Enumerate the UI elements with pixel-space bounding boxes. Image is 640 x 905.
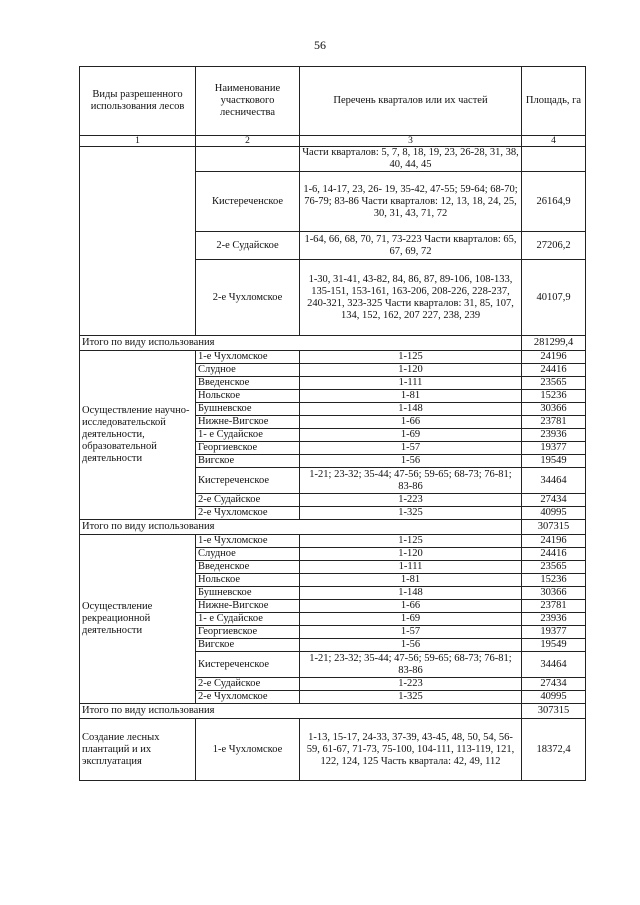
forestry-name-cell: 2-е Судайское xyxy=(196,678,300,691)
forestry-name-cell: 2-е Чухломское xyxy=(196,507,300,520)
header-use-type: Виды разрешенного использования лесов xyxy=(80,67,196,136)
column-number: 1 xyxy=(80,136,196,147)
area-cell: 15236 xyxy=(522,574,586,587)
column-number: 4 xyxy=(522,136,586,147)
total-label: Итого по виду использования xyxy=(80,520,522,535)
quarters-cell: 1-148 xyxy=(300,587,522,600)
forestry-name-cell: Бушневское xyxy=(196,403,300,416)
forestry-name-cell: 2-е Чухломское xyxy=(196,260,300,336)
quarters-cell: 1-66 xyxy=(300,416,522,429)
total-value: 281299,4 xyxy=(522,336,586,351)
quarters-cell: 1-13, 15-17, 24-33, 37-39, 43-45, 48, 50, 54, 56-59, 61-67, 71-73, 75-100, 104-111, 113-119, 121, 122, 124, 125 Часть квартала: 42, 49, 112 xyxy=(300,719,522,781)
total-row xyxy=(80,336,586,351)
area-cell xyxy=(522,147,586,172)
forestry-name-cell: 1- е Судайское xyxy=(196,429,300,442)
area-cell: 19377 xyxy=(522,626,586,639)
quarters-cell: 1-325 xyxy=(300,691,522,704)
quarters-cell: 1-120 xyxy=(300,548,522,561)
area-cell: 27434 xyxy=(522,678,586,691)
table-row xyxy=(80,351,586,364)
total-row xyxy=(80,520,586,535)
forestry-name-cell: 1- е Судайское xyxy=(196,613,300,626)
area-cell: 23781 xyxy=(522,416,586,429)
area-cell: 34464 xyxy=(522,468,586,494)
area-cell: 27206,2 xyxy=(522,232,586,260)
quarters-cell: 1-64, 66, 68, 70, 71, 73-223 Части кварталов: 65, 67, 69, 72 xyxy=(300,232,522,260)
column-number: 3 xyxy=(300,136,522,147)
forestry-name-cell: Вигское xyxy=(196,455,300,468)
forestry-name-cell: Георгиевское xyxy=(196,442,300,455)
area-cell: 19377 xyxy=(522,442,586,455)
forestry-name-cell: 2-е Судайское xyxy=(196,232,300,260)
area-cell: 34464 xyxy=(522,652,586,678)
page-number: 56 xyxy=(314,38,326,52)
quarters-cell: 1-21; 23-32; 35-44; 47-56; 59-65; 68-73; 76-81; 83-86 xyxy=(300,652,522,678)
total-label: Итого по виду использования xyxy=(80,704,522,719)
area-cell: 40995 xyxy=(522,691,586,704)
forestry-name-cell: Нольское xyxy=(196,574,300,587)
area-cell: 23565 xyxy=(522,377,586,390)
area-cell: 40995 xyxy=(522,507,586,520)
quarters-cell: 1-21; 23-32; 35-44; 47-56; 59-65; 68-73; 76-81; 83-86 xyxy=(300,468,522,494)
area-cell: 26164,9 xyxy=(522,172,586,232)
forestry-name-cell: Георгиевское xyxy=(196,626,300,639)
area-cell: 24416 xyxy=(522,548,586,561)
quarters-cell: 1-148 xyxy=(300,403,522,416)
quarters-cell: 1-56 xyxy=(300,455,522,468)
forestry-name-cell: Слудное xyxy=(196,548,300,561)
quarters-cell: 1-81 xyxy=(300,390,522,403)
forestry-name-cell: Нольское xyxy=(196,390,300,403)
area-cell: 24416 xyxy=(522,364,586,377)
quarters-cell: 1-81 xyxy=(300,574,522,587)
category-cell: Создание лесных плантаций и их эксплуатация xyxy=(80,719,196,781)
forestry-name-cell: 2-е Чухломское xyxy=(196,691,300,704)
area-cell: 18372,4 xyxy=(522,719,586,781)
area-cell: 40107,9 xyxy=(522,260,586,336)
area-cell: 23781 xyxy=(522,600,586,613)
forestry-name-cell: Введенское xyxy=(196,377,300,390)
forestry-name-cell: Кистереченское xyxy=(196,652,300,678)
quarters-cell: 1-111 xyxy=(300,561,522,574)
header-row xyxy=(80,67,586,136)
quarters-cell: 1-57 xyxy=(300,626,522,639)
quarters-cell: 1-30, 31-41, 43-82, 84, 86, 87, 89-106, 108-133, 135-151, 153-161, 163-206, 208-226, 228-237, 240-321, 323-325 Части кварталов: 31, 85, 107, 134, 152, 162, 207 227, 238, 239 xyxy=(300,260,522,336)
quarters-cell: 1-6, 14-17, 23, 26- 19, 35-42, 47-55; 59-64; 68-70; 76-79; 83-86 Части кварталов: 12, 13, 18, 24, 25, 30, 31, 43, 71, 72 xyxy=(300,172,522,232)
area-cell: 24196 xyxy=(522,351,586,364)
area-cell: 30366 xyxy=(522,587,586,600)
forestry-name-cell: 1-е Чухломское xyxy=(196,351,300,364)
area-cell: 23936 xyxy=(522,613,586,626)
table-row xyxy=(80,535,586,548)
forestry-name-cell: 1-е Чухломское xyxy=(196,719,300,781)
forestry-name-cell: Кистереченское xyxy=(196,172,300,232)
forestry-name-cell: 1-е Чухломское xyxy=(196,535,300,548)
area-cell: 23936 xyxy=(522,429,586,442)
column-number: 2 xyxy=(196,136,300,147)
category-cell: Осуществление научно-исследовательской деятельности, образовательной деятельности xyxy=(80,351,196,520)
area-cell: 15236 xyxy=(522,390,586,403)
quarters-cell: 1-125 xyxy=(300,351,522,364)
quarters-cell: 1-120 xyxy=(300,364,522,377)
forestry-name-cell xyxy=(196,147,300,172)
total-label: Итого по виду использования xyxy=(80,336,522,351)
table-row xyxy=(80,147,586,172)
header-forestry-name: Наименование участкового лесничества xyxy=(196,67,300,136)
area-cell: 30366 xyxy=(522,403,586,416)
category-cell-empty xyxy=(80,147,196,336)
quarters-cell: 1-56 xyxy=(300,639,522,652)
forestry-name-cell: Введенское xyxy=(196,561,300,574)
quarters-cell: 1-111 xyxy=(300,377,522,390)
quarters-cell: 1-223 xyxy=(300,494,522,507)
total-value: 307315 xyxy=(522,704,586,719)
total-row xyxy=(80,704,586,719)
area-cell: 27434 xyxy=(522,494,586,507)
area-cell: 24196 xyxy=(522,535,586,548)
forestry-name-cell: Кистереченское xyxy=(196,468,300,494)
area-cell: 19549 xyxy=(522,639,586,652)
quarters-cell: 1-69 xyxy=(300,429,522,442)
forest-use-table xyxy=(79,66,586,781)
forestry-name-cell: Нижне-Вигское xyxy=(196,416,300,429)
quarters-cell: 1-223 xyxy=(300,678,522,691)
header-area: Площадь, га xyxy=(522,67,586,136)
column-number-row xyxy=(80,136,586,147)
area-cell: 19549 xyxy=(522,455,586,468)
quarters-cell: Части кварталов: 5, 7, 8, 18, 19, 23, 26-28, 31, 38, 40, 44, 45 xyxy=(300,147,522,172)
forestry-name-cell: Вигское xyxy=(196,639,300,652)
forestry-name-cell: 2-е Судайское xyxy=(196,494,300,507)
table-row xyxy=(80,719,586,781)
forestry-name-cell: Нижне-Вигское xyxy=(196,600,300,613)
area-cell: 23565 xyxy=(522,561,586,574)
quarters-cell: 1-57 xyxy=(300,442,522,455)
forestry-name-cell: Бушневское xyxy=(196,587,300,600)
quarters-cell: 1-325 xyxy=(300,507,522,520)
total-value: 307315 xyxy=(522,520,586,535)
quarters-cell: 1-69 xyxy=(300,613,522,626)
header-quarters: Перечень кварталов или их частей xyxy=(300,67,522,136)
quarters-cell: 1-125 xyxy=(300,535,522,548)
forestry-name-cell: Слудное xyxy=(196,364,300,377)
category-cell: Осуществление рекреационной деятельности xyxy=(80,535,196,704)
quarters-cell: 1-66 xyxy=(300,600,522,613)
